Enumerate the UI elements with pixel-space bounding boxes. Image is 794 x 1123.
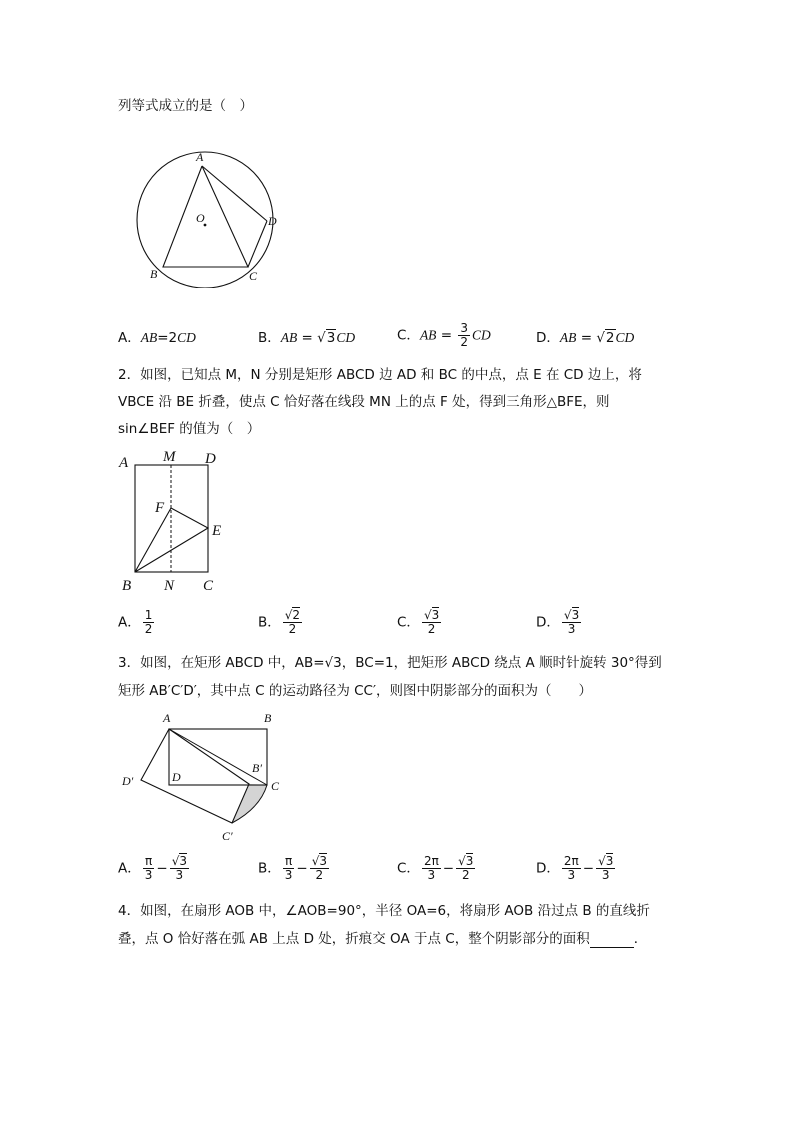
label-b: B xyxy=(150,267,158,281)
segment-dc xyxy=(248,221,267,267)
label-c: C xyxy=(249,269,258,283)
q2-option-b[interactable]: B． $\frac{√2}{2}$ xyxy=(258,608,301,636)
shaded-region xyxy=(232,784,267,823)
label-d-prime: D′ xyxy=(122,774,134,788)
label-c: C xyxy=(203,578,214,594)
q1-option-c[interactable]: C．AB = $\frac{3}{2}$ CD xyxy=(397,321,491,349)
label-d: D xyxy=(172,770,181,784)
segment-ad xyxy=(202,166,267,221)
q1-stem-tail: 列等式成立的是（ ） xyxy=(118,98,253,114)
q1-option-b[interactable]: B．AB = √3CD xyxy=(258,330,356,346)
q2-line-2: VBCE 沿 BE 折叠，使点 C 恰好落在线段 MN 上的点 F 处，得到三角形△BFE，则 xyxy=(118,394,610,410)
label-a: A xyxy=(163,711,171,725)
label-a: A xyxy=(119,455,129,471)
q2-option-d[interactable]: D． $\frac{√3}{3}$ xyxy=(536,608,580,636)
triangle-abc xyxy=(163,166,248,267)
label-n: N xyxy=(164,578,175,594)
q2-line-1: 2．如图，已知点 M，N 分别是矩形 ABCD 边 AD 和 BC 的中点，点 E 在 CD 边上，将 xyxy=(118,367,642,383)
q4-line-2 xyxy=(118,930,647,948)
q3-option-d[interactable]: D． $\frac{2\pi}{3}$ − $\frac{√3}{3}$ xyxy=(536,854,614,882)
q2-figure xyxy=(115,445,240,595)
q1-option-a[interactable]: A．AB=2CD xyxy=(118,330,196,346)
label-b: B xyxy=(122,578,132,594)
label-b: B xyxy=(264,711,272,725)
label-f: F xyxy=(155,500,165,516)
q2-line-3: sin∠BEF 的值为（ ） xyxy=(118,421,261,437)
label-e: E xyxy=(212,523,222,539)
q4-line-2-end: ． xyxy=(633,931,648,947)
q2-option-a[interactable]: A． $\frac{1}{2}$ xyxy=(118,608,153,636)
q1-figure xyxy=(135,148,295,288)
q1-option-d[interactable]: D．AB = √2CD xyxy=(536,330,635,346)
diagonal-ac xyxy=(169,729,267,785)
answer-blank[interactable] xyxy=(590,933,634,948)
label-o: O xyxy=(196,211,205,225)
q3-option-a[interactable]: A． $\frac{\pi}{3}$ − $\frac{√3}{3}$ xyxy=(118,854,187,882)
label-d: D xyxy=(268,214,277,228)
q3-line-2: 矩形 AB′C′D′，其中点 C 的运动路径为 CC′，则图中阴影部分的面积为（ ） xyxy=(118,683,593,699)
label-b-prime: B′ xyxy=(252,761,262,775)
label-c-prime: C′ xyxy=(222,829,233,843)
q3-figure xyxy=(118,708,293,848)
label-d: D xyxy=(205,451,216,467)
q4-line-1: 4．如图，在扇形 AOB 中，∠AOB=90°，半径 OA=6，将扇形 AOB 沿过点 B 的直线折 xyxy=(118,903,650,919)
q2-option-c[interactable]: C． $\frac{√3}{2}$ xyxy=(397,608,440,636)
rectangle-ab-c-d-prime xyxy=(141,729,249,823)
label-a: A xyxy=(196,150,204,164)
label-m: M xyxy=(163,449,176,465)
label-c: C xyxy=(271,779,280,793)
q4-line-2-text: 叠，点 O 恰好落在弧 AB 上点 D 处，折痕交 OA 于点 C，整个阴影部分的面积 xyxy=(118,931,590,947)
q3-option-b[interactable]: B． $\frac{\pi}{3}$ − $\frac{√3}{2}$ xyxy=(258,854,328,882)
q3-line-1: 3．如图，在矩形 ABCD 中，AB=√3，BC=1，把矩形 ABCD 绕点 A 顺时针旋转 30°得到 xyxy=(118,655,662,671)
q3-option-c[interactable]: C． $\frac{2\pi}{3}$ − $\frac{√3}{2}$ xyxy=(397,854,474,882)
